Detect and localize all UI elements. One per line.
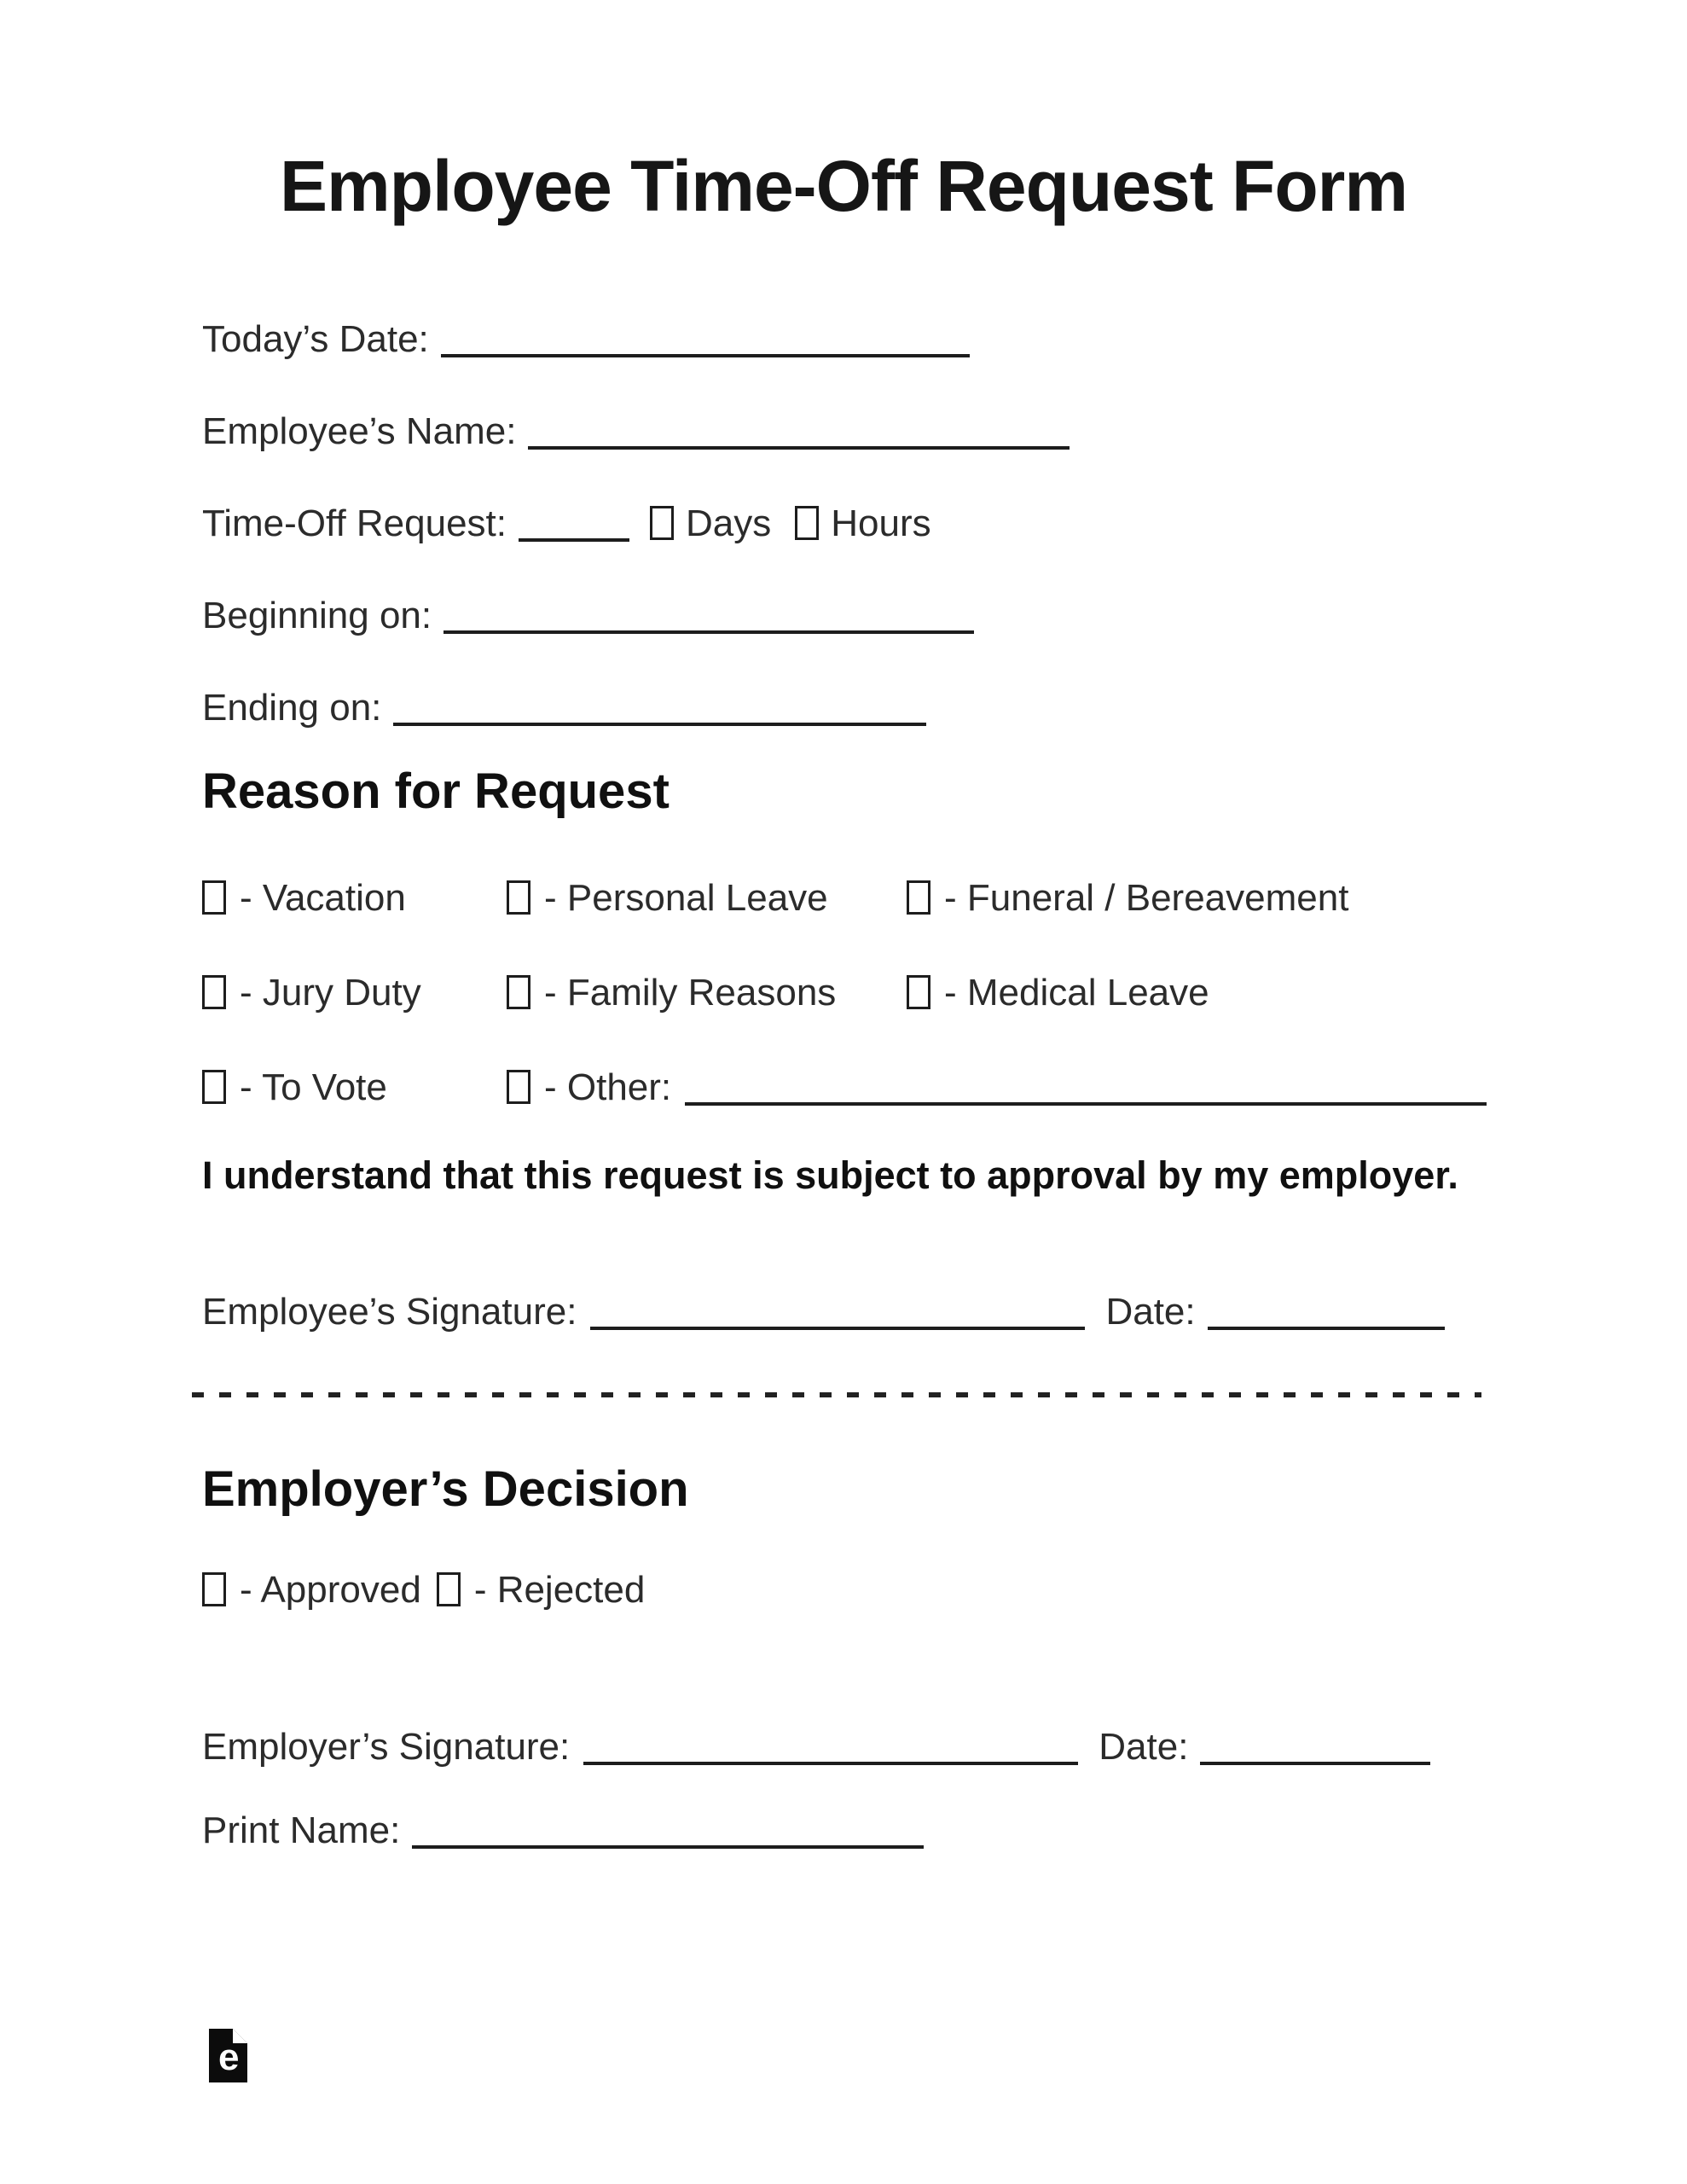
funeral-bereavement-option <box>907 876 1348 921</box>
print-name-row <box>202 1809 924 1854</box>
todays-date-label: Today’s Date: <box>202 318 429 360</box>
print-name-input-line[interactable] <box>412 1820 924 1849</box>
ending-on-input-line[interactable] <box>393 697 926 726</box>
employee-date-label: Date: <box>1105 1291 1196 1333</box>
dashed-divider <box>192 1392 1481 1397</box>
approved-checkbox[interactable] <box>202 1572 226 1606</box>
vacation-label: - Vacation <box>240 877 406 919</box>
employer-signature-row <box>202 1725 1430 1770</box>
employees-name-row <box>202 410 1070 455</box>
reason-row-3 <box>202 1066 1487 1111</box>
personal-leave-option <box>507 876 907 921</box>
employer-signature-input-line[interactable] <box>583 1736 1078 1765</box>
approved-label: - Approved <box>240 1569 421 1611</box>
other-checkbox[interactable] <box>507 1070 530 1104</box>
todays-date-row <box>202 317 970 363</box>
approval-statement: I understand that this request is subject to approval by my employer. <box>202 1153 1458 1197</box>
reason-for-request-heading: Reason for Request <box>202 764 670 819</box>
page-title: Employee Time-Off Request Form <box>279 146 1408 226</box>
hours-checkbox[interactable] <box>795 506 819 540</box>
other-label: - Other: <box>544 1066 672 1108</box>
employee-signature-row <box>202 1290 1445 1335</box>
beginning-on-row <box>202 594 974 639</box>
employer-signature-label: Employer’s Signature: <box>202 1726 571 1768</box>
medical-leave-checkbox[interactable] <box>907 975 930 1009</box>
funeral-bereavement-checkbox[interactable] <box>907 880 930 915</box>
employees-name-input-line[interactable] <box>528 421 1070 450</box>
medical-leave-option <box>907 971 1209 1016</box>
time-off-amount-input-line[interactable] <box>519 513 629 542</box>
beginning-on-label: Beginning on: <box>202 595 432 636</box>
employee-signature-label: Employee’s Signature: <box>202 1291 577 1333</box>
time-off-request-label: Time-Off Request: <box>202 502 507 544</box>
family-reasons-option <box>507 971 907 1016</box>
jury-duty-checkbox[interactable] <box>202 975 226 1009</box>
personal-leave-checkbox[interactable] <box>507 880 530 915</box>
to-vote-label: - To Vote <box>240 1066 387 1108</box>
family-reasons-checkbox[interactable] <box>507 975 530 1009</box>
rejected-label: - Rejected <box>473 1569 646 1611</box>
vacation-option <box>202 876 507 921</box>
beginning-on-input-line[interactable] <box>443 605 974 634</box>
days-checkbox[interactable] <box>650 506 674 540</box>
medical-leave-label: - Medical Leave <box>944 972 1209 1014</box>
funeral-bereavement-label: - Funeral / Bereavement <box>944 877 1349 919</box>
personal-leave-label: - Personal Leave <box>544 877 828 919</box>
reason-row-1 <box>202 876 1348 921</box>
employer-date-input-line[interactable] <box>1200 1736 1430 1765</box>
print-name-label: Print Name: <box>202 1809 401 1851</box>
employee-date-input-line[interactable] <box>1208 1301 1445 1330</box>
logo-letter: e <box>218 2036 240 2078</box>
employees-name-label: Employee’s Name: <box>202 410 517 452</box>
decision-row <box>202 1568 645 1613</box>
todays-date-input-line[interactable] <box>441 328 970 357</box>
ending-on-label: Ending on: <box>202 687 382 729</box>
reason-row-2 <box>202 971 1209 1016</box>
days-label: Days <box>686 502 772 544</box>
family-reasons-label: - Family Reasons <box>544 972 837 1014</box>
to-vote-option <box>202 1066 507 1111</box>
employee-signature-input-line[interactable] <box>590 1301 1085 1330</box>
to-vote-checkbox[interactable] <box>202 1070 226 1104</box>
jury-duty-label: - Jury Duty <box>240 972 421 1014</box>
employers-decision-heading: Employer’s Decision <box>202 1461 689 1517</box>
rejected-checkbox[interactable] <box>437 1572 461 1606</box>
other-input-line[interactable] <box>685 1077 1487 1106</box>
other-option <box>507 1066 671 1111</box>
jury-duty-option <box>202 971 507 1016</box>
time-off-request-row <box>202 502 931 547</box>
vacation-checkbox[interactable] <box>202 880 226 915</box>
hours-label: Hours <box>831 502 931 544</box>
eforms-document-logo-icon <box>209 2029 247 2082</box>
ending-on-row <box>202 686 926 731</box>
employer-date-label: Date: <box>1099 1726 1189 1768</box>
